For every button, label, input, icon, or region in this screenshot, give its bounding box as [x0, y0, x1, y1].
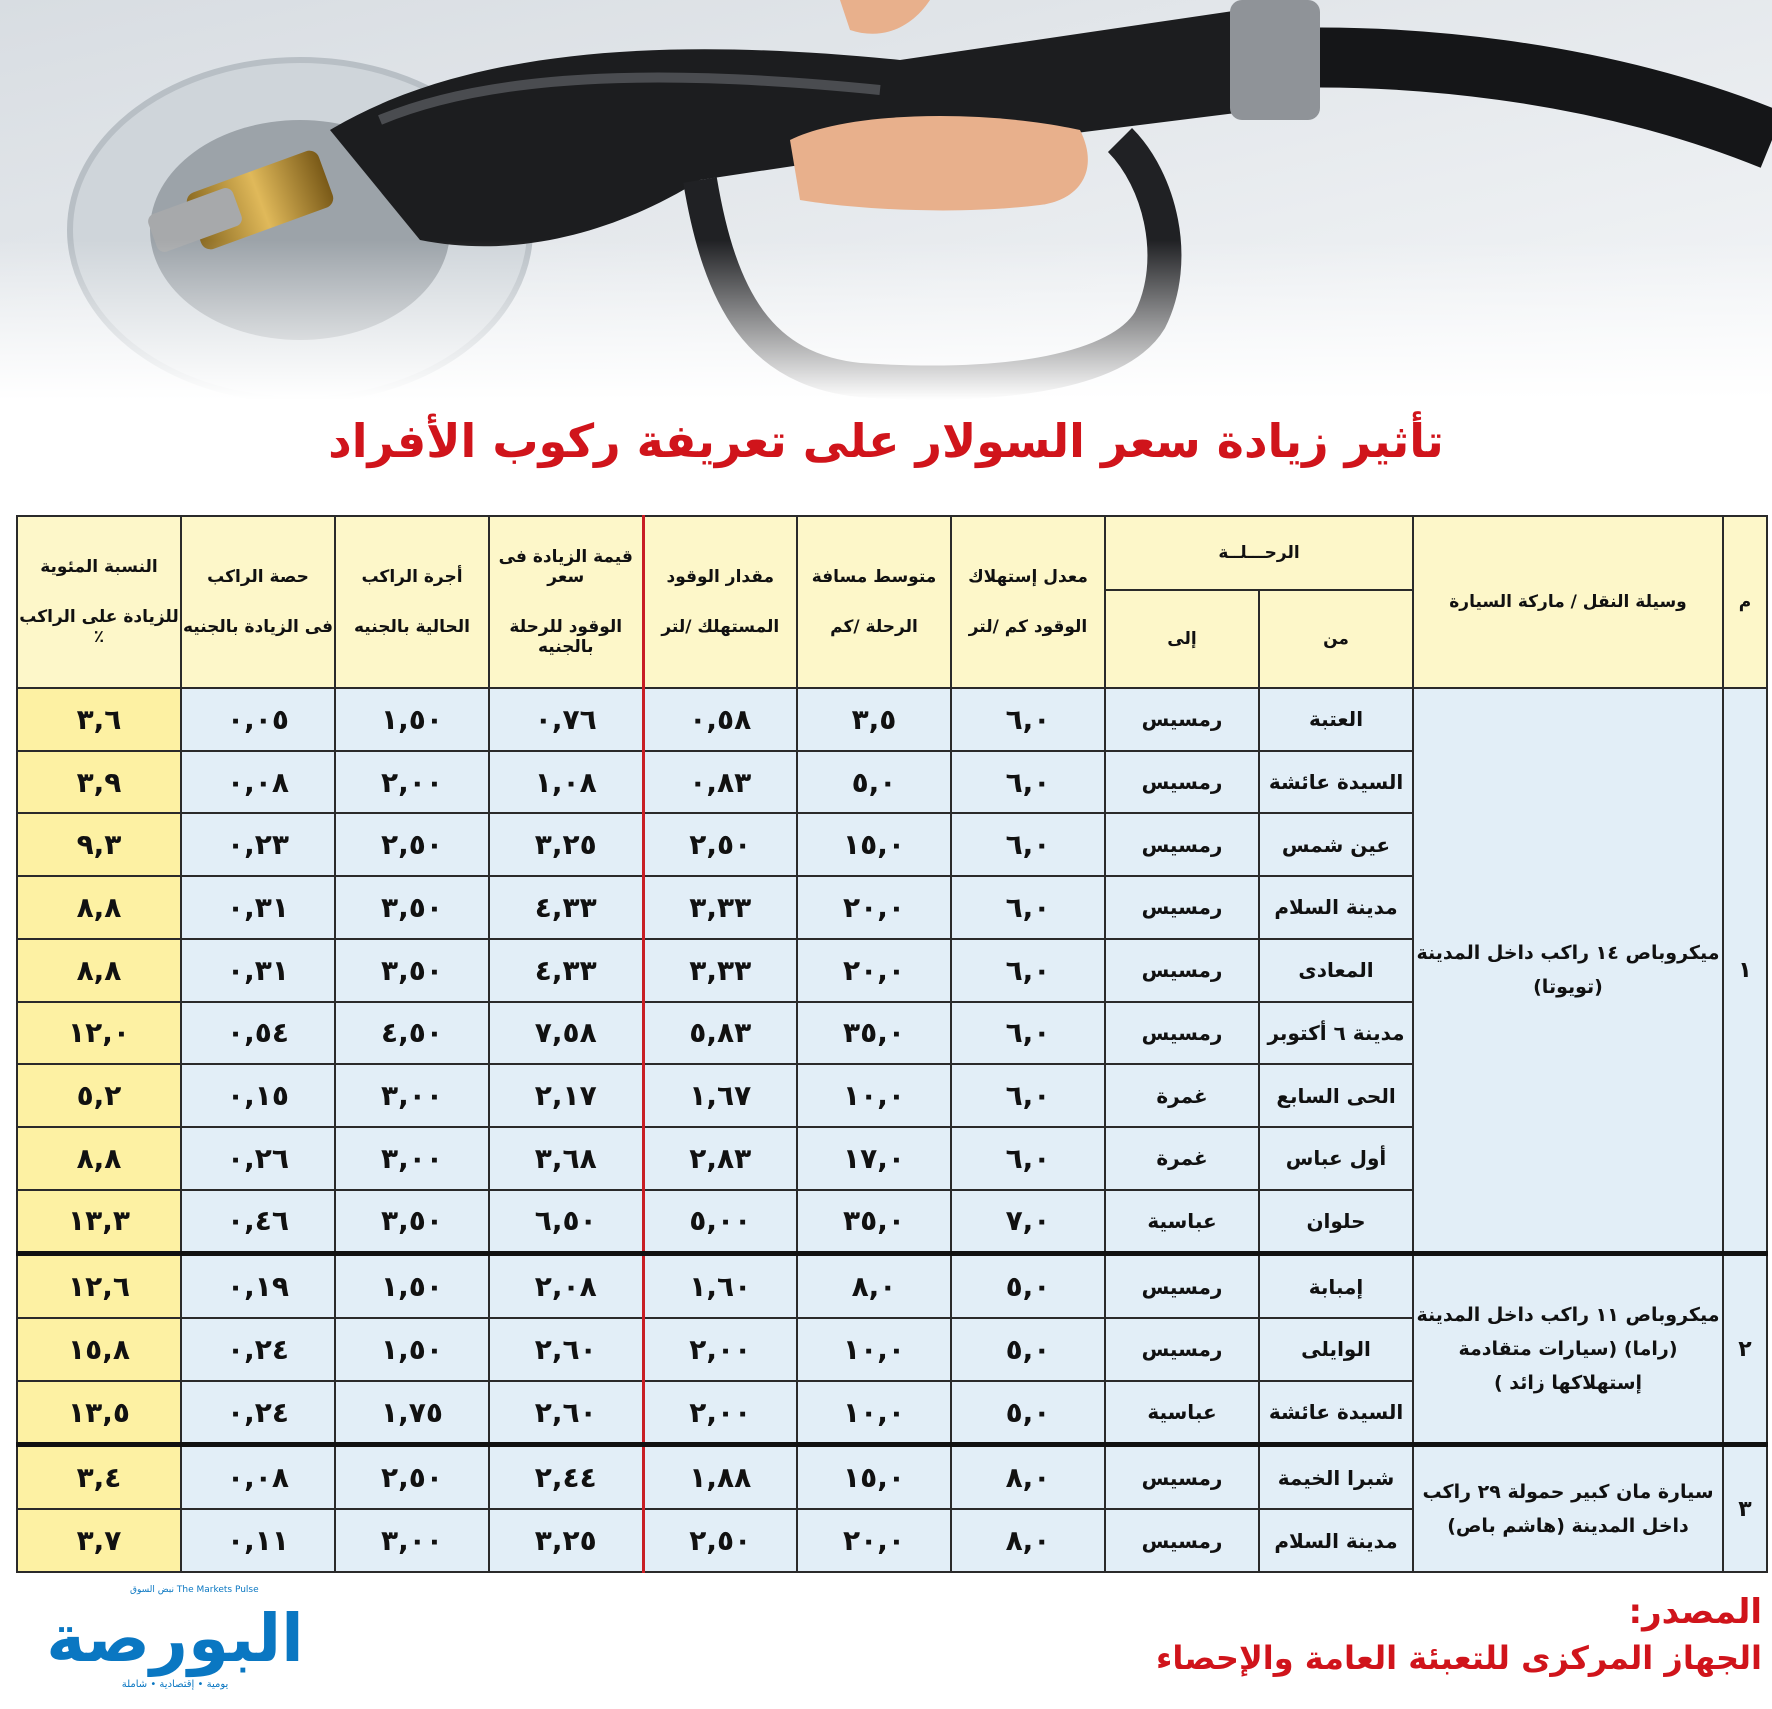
- cell-fuel: ١,٨٨: [643, 1445, 797, 1509]
- cell-distance: ١٠,٠: [797, 1318, 951, 1381]
- header-percent-increase: [17, 516, 181, 688]
- cell-to: عباسية: [1105, 1190, 1259, 1254]
- cell-fuel: ١,٦٠: [643, 1254, 797, 1318]
- source-org: الجهاز المركزى للتعبئة العامة والإحصاء: [1155, 1639, 1762, 1677]
- header-percent-increase-line1: النسبة المئوية: [40, 557, 158, 577]
- cell-increase: ٢,٠٨: [489, 1254, 643, 1318]
- group-index: ١: [1723, 688, 1767, 1254]
- header-consumption-line1: معدل إستهلاك: [968, 567, 1088, 587]
- cell-percent: ١٢,٠: [17, 1002, 181, 1065]
- table-row: [17, 1445, 1767, 1509]
- cell-consumption: ٦,٠: [951, 1064, 1105, 1127]
- cell-fuel: ٥,٠٠: [643, 1190, 797, 1254]
- cell-percent: ٥,٢: [17, 1064, 181, 1127]
- cell-distance: ٣,٥: [797, 688, 951, 751]
- header-from: من: [1259, 590, 1413, 688]
- cell-increase: ٧,٥٨: [489, 1002, 643, 1065]
- logo-wordmark: البورصة: [46, 1600, 304, 1677]
- fuel-nozzle-icon: [0, 0, 1772, 400]
- cell-percent: ١٣,٥: [17, 1381, 181, 1445]
- cell-from: مدينة السلام: [1259, 876, 1413, 939]
- cell-to: رمسيس: [1105, 1002, 1259, 1065]
- cell-from: إمبابة: [1259, 1254, 1413, 1318]
- cell-from: شبرا الخيمة: [1259, 1445, 1413, 1509]
- cell-fare: ١,٥٠: [335, 1254, 489, 1318]
- cell-from: عين شمس: [1259, 813, 1413, 876]
- header-increase-value-line1: قيمة الزيادة فى سعر: [498, 547, 633, 587]
- group-vehicle: ميكروباص ١١ راكب داخل المدينة (راما) (سيارات متقادمة إستهلاكها زائد ): [1413, 1254, 1723, 1445]
- header-consumption: [951, 516, 1105, 688]
- cell-from: السيدة عائشة: [1259, 1381, 1413, 1445]
- cell-distance: ٢٠,٠: [797, 939, 951, 1002]
- cell-fare: ٢,٥٠: [335, 1445, 489, 1509]
- cell-fuel: ٢,٠٠: [643, 1318, 797, 1381]
- cell-fuel: ٣,٣٣: [643, 939, 797, 1002]
- cell-distance: ٥,٠: [797, 751, 951, 814]
- cell-share: ٠,١٩: [181, 1254, 335, 1318]
- header-fuel-amount-line2: المستهلك /لتر: [661, 617, 780, 637]
- cell-percent: ٣,٦: [17, 688, 181, 751]
- cell-share: ٠,٢٤: [181, 1381, 335, 1445]
- header-distance-line1: متوسط مسافة: [811, 567, 937, 587]
- fare-impact-table-wrap: [16, 515, 1766, 1573]
- header-to: إلى: [1105, 590, 1259, 688]
- cell-distance: ٢٠,٠: [797, 1509, 951, 1572]
- cell-fare: ٣,٠٠: [335, 1127, 489, 1190]
- cell-percent: ٣,٧: [17, 1509, 181, 1572]
- cell-share: ٠,٤٦: [181, 1190, 335, 1254]
- cell-share: ٠,٠٨: [181, 751, 335, 814]
- cell-distance: ٣٥,٠: [797, 1190, 951, 1254]
- cell-consumption: ٥,٠: [951, 1254, 1105, 1318]
- cell-fare: ٣,٠٠: [335, 1064, 489, 1127]
- group-vehicle: ميكروباص ١٤ راكب داخل المدينة (تويوتا): [1413, 688, 1723, 1254]
- cell-distance: ١٠,٠: [797, 1064, 951, 1127]
- cell-fare: ١,٥٠: [335, 1318, 489, 1381]
- cell-percent: ٨,٨: [17, 1127, 181, 1190]
- cell-increase: ٢,١٧: [489, 1064, 643, 1127]
- page-title: تأثير زيادة سعر السولار على تعريفة ركوب الأفراد: [328, 414, 1444, 468]
- group-index: ٢: [1723, 1254, 1767, 1445]
- cell-share: ٠,٢٤: [181, 1318, 335, 1381]
- cell-increase: ٣,٢٥: [489, 813, 643, 876]
- header-percent-increase-line2: للزيادة على الراكب ٪: [19, 607, 179, 647]
- cell-increase: ٤,٣٣: [489, 876, 643, 939]
- cell-to: عباسية: [1105, 1381, 1259, 1445]
- cell-to: غمرة: [1105, 1127, 1259, 1190]
- cell-fuel: ١,٦٧: [643, 1064, 797, 1127]
- cell-fare: ٣,٠٠: [335, 1509, 489, 1572]
- cell-consumption: ٦,٠: [951, 751, 1105, 814]
- cell-to: رمسيس: [1105, 939, 1259, 1002]
- cell-fare: ٣,٥٠: [335, 939, 489, 1002]
- cell-share: ٠,٠٨: [181, 1445, 335, 1509]
- cell-fuel: ٥,٨٣: [643, 1002, 797, 1065]
- cell-to: رمسيس: [1105, 1509, 1259, 1572]
- cell-fuel: ٢,٥٠: [643, 1509, 797, 1572]
- header-increase-value: [489, 516, 643, 688]
- cell-fare: ٣,٥٠: [335, 876, 489, 939]
- cell-share: ٠,١١: [181, 1509, 335, 1572]
- table-body: [17, 688, 1767, 1572]
- cell-fuel: ٢,٨٣: [643, 1127, 797, 1190]
- cell-distance: ٨,٠: [797, 1254, 951, 1318]
- cell-fuel: ٠,٨٣: [643, 751, 797, 814]
- cell-to: رمسيس: [1105, 1445, 1259, 1509]
- source-label: المصدر:: [1628, 1592, 1762, 1632]
- cell-from: السيدة عائشة: [1259, 751, 1413, 814]
- cell-to: رمسيس: [1105, 1318, 1259, 1381]
- header-current-fare-line2: الحالية بالجنيه: [354, 617, 470, 637]
- cell-fare: ٣,٥٠: [335, 1190, 489, 1254]
- cell-increase: ٣,٦٨: [489, 1127, 643, 1190]
- header-distance: [797, 516, 951, 688]
- fare-impact-table: [16, 515, 1768, 1573]
- cell-share: ٠,١٥: [181, 1064, 335, 1127]
- header-trip: الرحـــلــة: [1105, 516, 1413, 590]
- cell-percent: ٨,٨: [17, 876, 181, 939]
- cell-consumption: ٧,٠: [951, 1190, 1105, 1254]
- header-increase-value-line2: الوقود للرحلة بالجنيه: [509, 617, 623, 657]
- cell-from: الوايلى: [1259, 1318, 1413, 1381]
- group-index: ٣: [1723, 1445, 1767, 1572]
- cell-percent: ١٣,٣: [17, 1190, 181, 1254]
- cell-from: الحى السابع: [1259, 1064, 1413, 1127]
- header-passenger-share-line2: فى الزيادة بالجنيه: [182, 617, 334, 637]
- cell-from: مدينة السلام: [1259, 1509, 1413, 1572]
- cell-to: رمسيس: [1105, 876, 1259, 939]
- table-row: [17, 1254, 1767, 1318]
- header-vehicle: وسيلة النقل / ماركة السيارة: [1413, 516, 1723, 688]
- cell-percent: ٣,٤: [17, 1445, 181, 1509]
- cell-consumption: ٨,٠: [951, 1445, 1105, 1509]
- cell-consumption: ٦,٠: [951, 939, 1105, 1002]
- cell-from: حلوان: [1259, 1190, 1413, 1254]
- cell-from: أول عباس: [1259, 1127, 1413, 1190]
- cell-consumption: ٨,٠: [951, 1509, 1105, 1572]
- cell-distance: ٣٥,٠: [797, 1002, 951, 1065]
- cell-increase: ٢,٦٠: [489, 1381, 643, 1445]
- cell-fare: ٤,٥٠: [335, 1002, 489, 1065]
- cell-consumption: ٥,٠: [951, 1318, 1105, 1381]
- cell-percent: ٣,٩: [17, 751, 181, 814]
- cell-share: ٠,٣١: [181, 939, 335, 1002]
- cell-consumption: ٦,٠: [951, 1127, 1105, 1190]
- table-row: [17, 688, 1767, 751]
- cell-percent: ١٢,٦: [17, 1254, 181, 1318]
- cell-from: العتبة: [1259, 688, 1413, 751]
- cell-fuel: ٣,٣٣: [643, 876, 797, 939]
- cell-distance: ١٧,٠: [797, 1127, 951, 1190]
- cell-share: ٠,٢٦: [181, 1127, 335, 1190]
- header-passenger-share: [181, 516, 335, 688]
- header-current-fare-line1: أجرة الراكب: [361, 567, 463, 587]
- cell-distance: ١٠,٠: [797, 1381, 951, 1445]
- cell-distance: ١٥,٠: [797, 1445, 951, 1509]
- header-distance-line2: الرحلة /كم: [830, 617, 918, 637]
- cell-increase: ٣,٢٥: [489, 1509, 643, 1572]
- cell-fuel: ٢,٥٠: [643, 813, 797, 876]
- cell-consumption: ٦,٠: [951, 688, 1105, 751]
- cell-to: رمسيس: [1105, 751, 1259, 814]
- cell-increase: ٠,٧٦: [489, 688, 643, 751]
- cell-to: رمسيس: [1105, 1254, 1259, 1318]
- group-vehicle: سيارة مان كبير حمولة ٢٩ راكب داخل المدينة (هاشم باص): [1413, 1445, 1723, 1572]
- cell-from: المعادى: [1259, 939, 1413, 1002]
- cell-share: ٠,٥٤: [181, 1002, 335, 1065]
- cell-to: غمرة: [1105, 1064, 1259, 1127]
- cell-from: مدينة ٦ أكتوبر: [1259, 1002, 1413, 1065]
- cell-share: ٠,٠٥: [181, 688, 335, 751]
- header-current-fare: [335, 516, 489, 688]
- source-block: [1062, 1590, 1762, 1682]
- cell-distance: ٢٠,٠: [797, 876, 951, 939]
- logo-sub: يومية • إقتصادية • شاملة: [121, 1679, 229, 1690]
- cell-fuel: ٠,٥٨: [643, 688, 797, 751]
- cell-percent: ٩,٣: [17, 813, 181, 876]
- cell-fare: ٢,٠٠: [335, 751, 489, 814]
- cell-increase: ١,٠٨: [489, 751, 643, 814]
- cell-share: ٠,٣١: [181, 876, 335, 939]
- logo-tagline: نبض السوق The Markets Pulse: [130, 1585, 259, 1595]
- cell-to: رمسيس: [1105, 813, 1259, 876]
- cell-percent: ١٥,٨: [17, 1318, 181, 1381]
- header-passenger-share-line1: حصة الراكب: [207, 567, 309, 587]
- header-fuel-amount-line1: مقدار الوقود: [666, 567, 774, 587]
- cell-consumption: ٦,٠: [951, 1002, 1105, 1065]
- cell-distance: ١٥,٠: [797, 813, 951, 876]
- cell-fare: ١,٥٠: [335, 688, 489, 751]
- cell-fuel: ٢,٠٠: [643, 1381, 797, 1445]
- header-fuel-amount: [643, 516, 797, 688]
- header-index: م: [1723, 516, 1767, 688]
- cell-fare: ١,٧٥: [335, 1381, 489, 1445]
- cell-percent: ٨,٨: [17, 939, 181, 1002]
- cell-increase: ٤,٣٣: [489, 939, 643, 1002]
- cell-consumption: ٦,٠: [951, 876, 1105, 939]
- cell-fare: ٢,٥٠: [335, 813, 489, 876]
- header-consumption-line2: الوقود كم /لتر: [968, 617, 1088, 637]
- cell-increase: ٢,٦٠: [489, 1318, 643, 1381]
- cell-consumption: ٥,٠: [951, 1381, 1105, 1445]
- hero-fuel-nozzle-photo: [0, 0, 1772, 400]
- albورsa-logo: [30, 1585, 320, 1690]
- cell-increase: ٢,٤٤: [489, 1445, 643, 1509]
- cell-to: رمسيس: [1105, 688, 1259, 751]
- cell-increase: ٦,٥٠: [489, 1190, 643, 1254]
- cell-consumption: ٦,٠: [951, 813, 1105, 876]
- cell-share: ٠,٢٣: [181, 813, 335, 876]
